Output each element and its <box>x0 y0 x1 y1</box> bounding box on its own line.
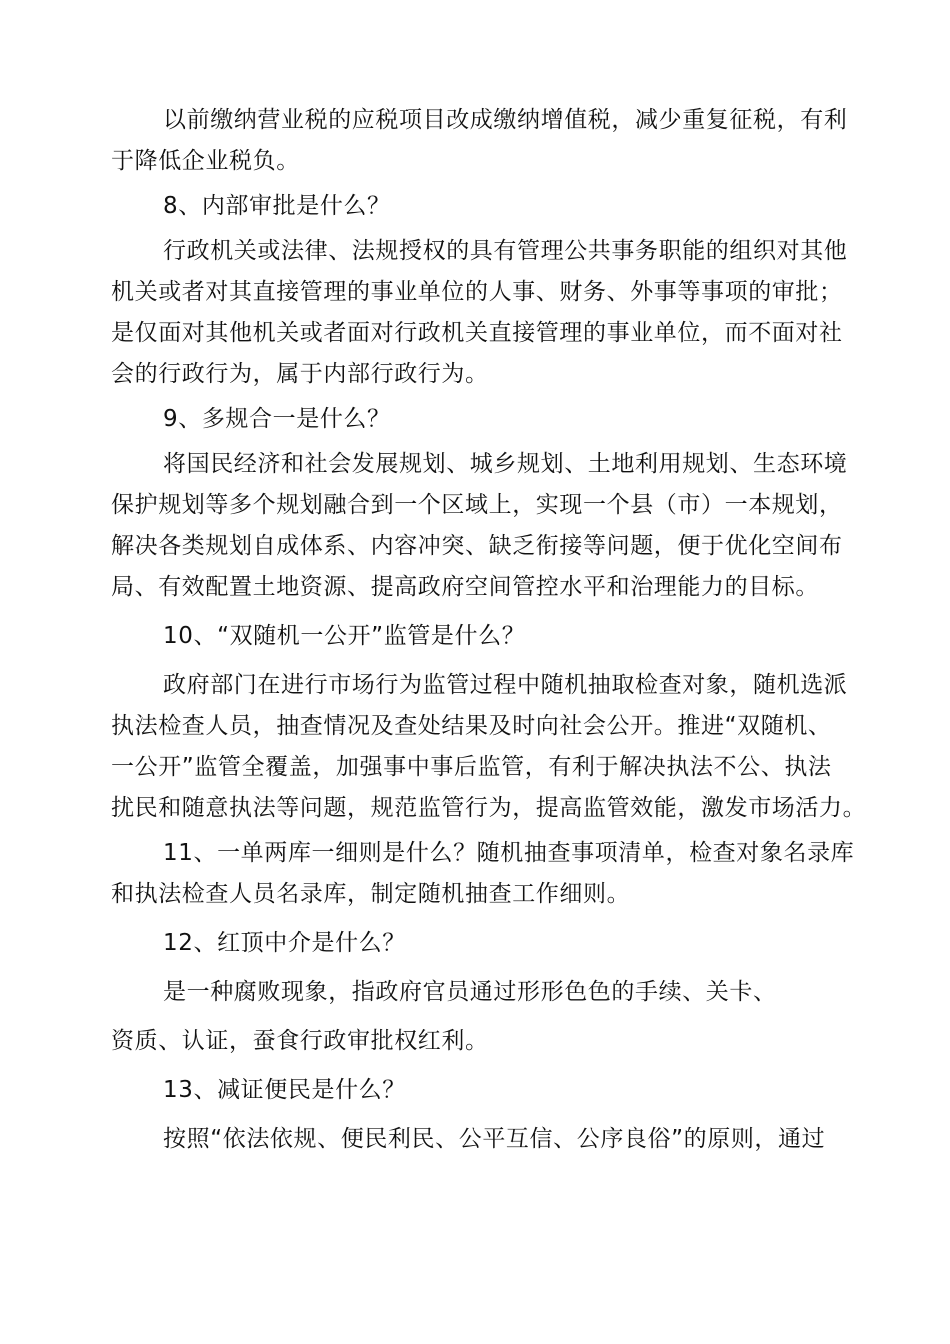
text-line: 和执法检查人员名录库，制定随机抽查工作细则。 <box>111 881 631 907</box>
answer-13 <box>111 1119 853 1160</box>
answer-9 <box>111 444 853 608</box>
text-line: 扰民和随意执法等问题，规范监管行为，提高监管效能，激发市场活力。 <box>111 795 867 821</box>
text-line: 会的行政行为，属于内部行政行为。 <box>111 361 489 387</box>
question-10 <box>111 616 853 657</box>
question-heading: 8、内部审批是什么？ <box>163 193 391 219</box>
text-line: 按照“依法依规、便民利民、公平互信、公序良俗”的原则，通过 <box>163 1126 826 1152</box>
text-line: 一公开”监管全覆盖，加强事中事后监管，有利于解决执法不公、执法 <box>111 754 832 780</box>
text-line: 是仅面对其他机关或者面对行政机关直接管理的事业单位，而不面对社 <box>111 320 843 346</box>
text-line: 解决各类规划自成体系、内容冲突、缺乏衔接等问题，便于优化空间布 <box>111 533 843 559</box>
text-line: 资质、认证，蚕食行政审批权红利。 <box>111 1028 489 1054</box>
text-line: 机关或者对其直接管理的事业单位的人事、财务、外事等事项的审批； <box>111 279 843 305</box>
answer-10 <box>111 665 867 829</box>
question-11 <box>111 833 853 915</box>
question-heading: 12、红顶中介是什么？ <box>163 930 406 956</box>
text-line: 局、有效配置土地资源、提高政府空间管控水平和治理能力的目标。 <box>111 574 819 600</box>
text-line: 保护规划等多个规划融合到一个区域上，实现一个县（市）一本规划， <box>111 492 843 518</box>
text-line: 行政机关或法律、法规授权的具有管理公共事务职能的组织对其他 <box>163 238 848 264</box>
text-line: 是一种腐败现象，指政府官员通过形形色色的手续、关卡、 <box>163 979 777 1005</box>
question-13 <box>111 1070 853 1111</box>
question-12 <box>111 923 853 964</box>
document-body <box>111 100 867 1160</box>
paragraph-vat-reform <box>111 100 853 182</box>
question-heading: 11、一单两库一细则是什么？随机抽查事项清单，检查对象名录库 <box>163 840 855 866</box>
answer-12 <box>111 972 853 1062</box>
text-line: 将国民经济和社会发展规划、城乡规划、土地利用规划、生态环境 <box>163 451 848 477</box>
question-heading: 13、减证便民是什么？ <box>163 1077 406 1103</box>
text-line: 政府部门在进行市场行为监管过程中随机抽取检查对象，随机选派 <box>163 672 848 698</box>
text-line: 执法检查人员，抽查情况及查处结果及时向社会公开。推进“双随机、 <box>111 713 832 739</box>
text-line: 于降低企业税负。 <box>111 148 300 174</box>
answer-8 <box>111 231 853 395</box>
question-9 <box>111 399 853 440</box>
text-line: 以前缴纳营业税的应税项目改成缴纳增值税，减少重复征税，有利 <box>163 107 848 133</box>
question-heading: 9、多规合一是什么？ <box>163 406 391 432</box>
question-8 <box>111 186 853 227</box>
question-heading: 10、“双随机一公开”监管是什么？ <box>163 623 526 649</box>
